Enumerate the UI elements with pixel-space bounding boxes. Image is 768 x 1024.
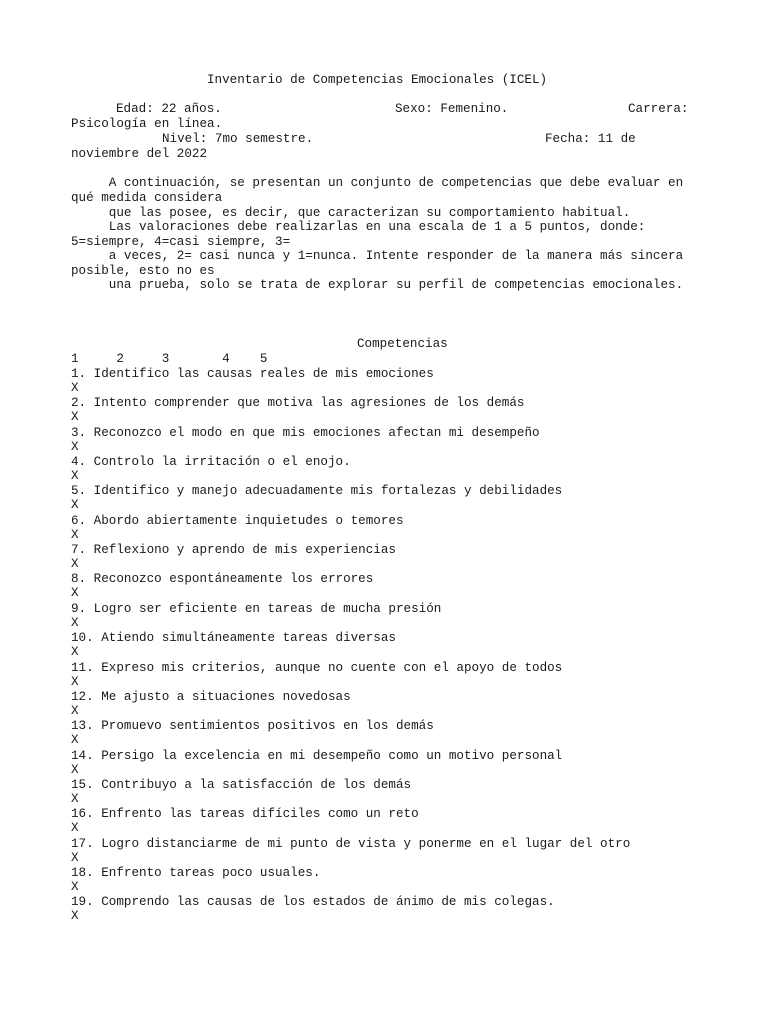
competency-item: 13. Promuevo sentimientos positivos en los demás	[71, 719, 434, 733]
rating-mark: X	[71, 704, 79, 718]
instruction-line: a veces, 2= casi nunca y 1=nunca. Intente responder de la manera más sincera	[71, 249, 684, 263]
rating-mark: X	[71, 645, 79, 659]
fecha-value: noviembre del 2022	[71, 147, 208, 161]
competency-item: 11. Expreso mis criterios, aunque no cuente con el apoyo de todos	[71, 661, 563, 675]
instruction-line: posible, esto no es	[71, 264, 215, 278]
nivel-field: Nivel: 7mo semestre.	[162, 132, 314, 146]
instruction-line: que las posee, es decir, que caracterizan su comportamiento habitual.	[71, 206, 631, 220]
rating-mark: X	[71, 792, 79, 806]
rating-mark: X	[71, 675, 79, 689]
instruction-line: 5=siempre, 4=casi siempre, 3=	[71, 235, 291, 249]
competency-item: 2. Intento comprender que motiva las agresiones de los demás	[71, 396, 525, 410]
competency-item: 5. Identifico y manejo adecuadamente mis fortalezas y debilidades	[71, 484, 563, 498]
section-title: Competencias	[357, 337, 448, 351]
rating-mark: X	[71, 498, 79, 512]
instruction-line: una prueba, solo se trata de explorar su perfil de competencias emocionales.	[71, 278, 684, 292]
scale-header: 1 2 3 4 5	[71, 352, 268, 366]
rating-mark: X	[71, 440, 79, 454]
competency-item: 4. Controlo la irritación o el enojo.	[71, 455, 351, 469]
instruction-line: A continuación, se presentan un conjunto de competencias que debe evaluar en	[71, 176, 684, 190]
rating-mark: X	[71, 381, 79, 395]
competency-item: 1. Identifico las causas reales de mis emociones	[71, 367, 434, 381]
rating-mark: X	[71, 733, 79, 747]
competency-item: 19. Comprendo las causas de los estados de ánimo de mis colegas.	[71, 895, 555, 909]
competency-item: 10. Atiendo simultáneamente tareas diversas	[71, 631, 396, 645]
edad-field: Edad: 22 años.	[116, 102, 222, 116]
rating-mark: X	[71, 763, 79, 777]
rating-mark: X	[71, 851, 79, 865]
sexo-field: Sexo: Femenino.	[395, 102, 509, 116]
competency-item: 14. Persigo la excelencia en mi desempeño como un motivo personal	[71, 749, 563, 763]
competency-item: 9. Logro ser eficiente en tareas de mucha presión	[71, 602, 442, 616]
competency-item: 17. Logro distanciarme de mi punto de vista y ponerme en el lugar del otro	[71, 837, 631, 851]
competency-item: 15. Contribuyo a la satisfacción de los demás	[71, 778, 412, 792]
rating-mark: X	[71, 909, 79, 923]
fecha-label: Fecha: 11 de	[545, 132, 636, 146]
rating-mark: X	[71, 616, 79, 630]
competency-item: 12. Me ajusto a situaciones novedosas	[71, 690, 351, 704]
rating-mark: X	[71, 586, 79, 600]
rating-mark: X	[71, 880, 79, 894]
competency-item: 3. Reconozco el modo en que mis emociones afectan mi desempeño	[71, 426, 540, 440]
competency-item: 6. Abordo abiertamente inquietudes o temores	[71, 514, 404, 528]
competency-item: 18. Enfrento tareas poco usuales.	[71, 866, 321, 880]
carrera-value: Psicología en línea.	[71, 117, 223, 131]
competency-item: 16. Enfrento las tareas difíciles como un reto	[71, 807, 419, 821]
carrera-label: Carrera:	[628, 102, 689, 116]
rating-mark: X	[71, 528, 79, 542]
rating-mark: X	[71, 469, 79, 483]
instruction-line: qué medida considera	[71, 191, 223, 205]
rating-mark: X	[71, 821, 79, 835]
competency-item: 7. Reflexiono y aprendo de mis experiencias	[71, 543, 396, 557]
rating-mark: X	[71, 557, 79, 571]
rating-mark: X	[71, 410, 79, 424]
instruction-line: Las valoraciones debe realizarlas en una escala de 1 a 5 puntos, donde:	[71, 220, 646, 234]
document-title: Inventario de Competencias Emocionales (ICEL)	[207, 73, 548, 87]
competency-item: 8. Reconozco espontáneamente los errores	[71, 572, 374, 586]
